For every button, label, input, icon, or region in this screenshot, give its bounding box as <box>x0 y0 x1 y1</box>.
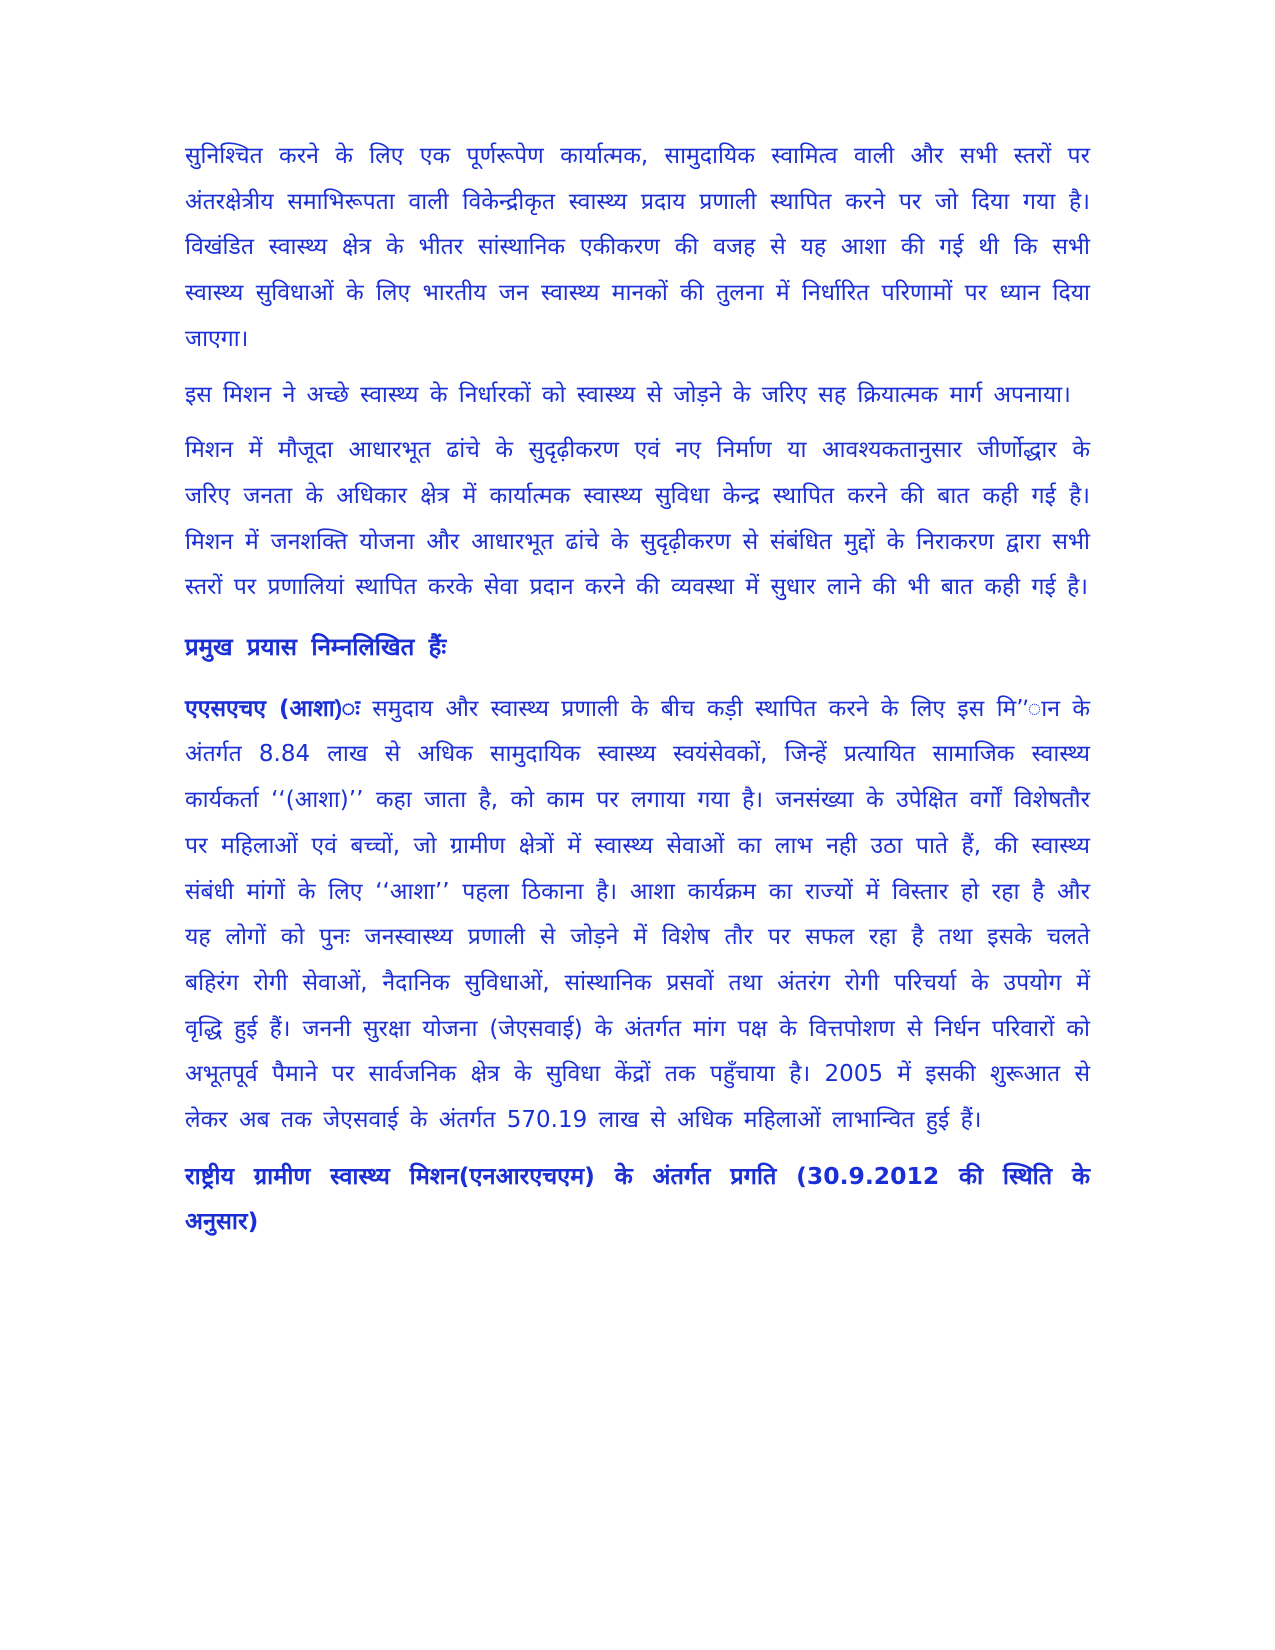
section-heading-nrhm-progress: राष्ट्रीय ग्रामीण स्वास्थ्य मिशन(एनआरएचएम) के अंतर्गत प्रगति (30.9.2012 की स्थिति के अनुसार) <box>185 1161 1090 1236</box>
document-page <box>185 134 1090 1245</box>
asha-body-text: समुदाय और स्वास्थ्य प्रणाली के बीच कड़ी स्थापित करने के लिए इस मि’’ान के अंतर्गत 8.84 लाख से अधिक सामुदायिक स्वास्थ्य स्वयंसेवकों, जिन्हें प्रत्यायित सामाजिक स्वास्थ्य कार्यकर्ता ‘‘(आशा)’’ कहा जाता है, को काम पर लगाया गया है। जनसंख्या के उपेक्षित वर्गों विशेषतौर पर महिलाओं एवं बच्चों, जो ग्रामीण क्षेत्रों में स्वास्थ्य सेवाओं का लाभ नही उठा पाते हैं, की स्वास्थ्य संबंधी मांगों के लिए ‘‘आशा’’ पहला ठिकाना है। आशा कार्यक्रम का राज्यों में विस्तार हो रहा है और यह लोगों को पुनः जनस्वास्थ्य प्रणाली से जोड़ने में विशेष तौर पर सफल रहा है तथा इसके चलते बहिरंग रोगी सेवाओं, नैदानिक सुविधाओं, सांस्थानिक प्रसवों तथा अंतरंग रोगी परिचर्या के उपयोग में वृद्धि हुई हैं। जननी सुरक्षा योजना (जेएसवाई) के अंतर्गत मांग पक्ष के वित्तपोशण से निर्धन परिवारों को अभूतपूर्व पैमाने पर सार्वजनिक क्षेत्र के सुविधा केंद्रों तक पहुँचाया है। 2005 में इसकी शुरूआत से लेकर अब तक जेएसवाई के अंतर्गत 570.19 लाख से अधिक महिलाओं लाभान्वित हुई हैं। <box>185 695 1090 1134</box>
paragraph-infrastructure: मिशन में मौजूदा आधारभूत ढांचे के सुदृढ़ीकरण एवं नए निर्माण या आवश्यकतानुसार जीर्णोद्धार के जरिए जनता के अधिकार क्षेत्र में कार्यात्मक स्वास्थ्य सुविधा केन्द्र स्थापित करने की बात कही गई है। मिशन में जनशक्ति योजना और आधारभूत ढांचे के सुदृढ़ीकरण से संबंधित मुद्दों के निराकरण द्वारा सभी स्तरों पर प्रणालियां स्थापित करके सेवा प्रदान करने की व्यवस्था में सुधार लाने की भी बात कही गई है। <box>185 437 1090 601</box>
paragraph-decentralized-health-system: सुनिश्चित करने के लिए एक पूर्णरूपेण कार्यात्मक, सामुदायिक स्वामित्व वाली और सभी स्तरों पर अंतरक्षेत्रीय समाभिरूपता वाली विकेन्द्रीकृत स्वास्थ्य प्रदाय प्रणाली स्थापित करने पर जो दिया गया है। विखंडित स्वास्थ्य क्षेत्र के भीतर सांस्थानिक एकीकरण की वजह से यह आशा की गई थी कि सभी स्वास्थ्य सुविधाओं के लिए भारतीय जन स्वास्थ्य मानकों की तुलना में निर्धारित परिणामों पर ध्यान दिया जाएगा। <box>185 143 1090 352</box>
section-heading-major-efforts: प्रमुख प्रयास निम्नलिखित हैंः <box>185 633 447 662</box>
paragraph-asha <box>185 687 1090 1144</box>
asha-lead-term: एएसएचए (आशा)ः <box>185 695 360 722</box>
paragraph-mission-approach: इस मिशन ने अच्छे स्वास्थ्य के निर्धारकों को स्वास्थ्य से जोड़ने के जरिए सह क्रियात्मक मार्ग अपनाया। <box>185 381 1071 408</box>
